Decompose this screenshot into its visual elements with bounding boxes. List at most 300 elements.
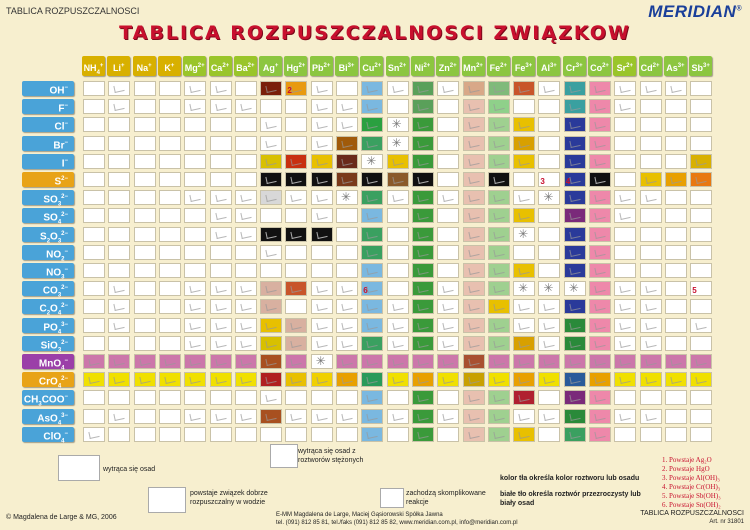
grid-cell: [488, 354, 510, 369]
brand-name: MERIDIAN: [648, 2, 737, 21]
grid-cell: [640, 190, 662, 205]
grid-cell: [412, 136, 434, 151]
grid-cell: [614, 81, 636, 96]
grid-cell: [311, 208, 333, 223]
grid-cell: [336, 81, 358, 96]
grid-cell: [311, 136, 333, 151]
grid-cell: [285, 409, 307, 424]
grid-cell: [134, 281, 156, 296]
grid-cell: [285, 427, 307, 442]
grid-cell: [134, 227, 156, 242]
anion-i: [22, 154, 74, 169]
grid-cell: [614, 372, 636, 387]
grid-cell: [463, 154, 485, 169]
grid-cell: [589, 245, 611, 260]
grid-cell: [361, 172, 383, 187]
grid-cell: [589, 208, 611, 223]
grid-cell: [387, 99, 409, 114]
grid-cell: [336, 136, 358, 151]
anion-charge: −: [64, 139, 68, 146]
top-label: TABLICA ROZPUSZCZALNOSCI: [6, 6, 140, 16]
grid-cell: [159, 336, 181, 351]
anion-subscript: 3: [38, 401, 42, 408]
grid-cell: [184, 409, 206, 424]
anion-charge: −: [64, 85, 68, 91]
anion-charge: 2−: [61, 212, 68, 219]
cation-charge: 2+: [476, 63, 483, 69]
grid-cell: [589, 136, 611, 151]
grid-cell: [285, 154, 307, 169]
cation-subscript: 4: [96, 69, 100, 76]
grid-cell: [285, 136, 307, 151]
grid-cell: [538, 318, 560, 333]
cation-label: Cd: [640, 63, 653, 73]
grid-cell: [83, 99, 105, 114]
grid-cell: [437, 427, 459, 442]
grid-cell: [159, 281, 181, 296]
grid-cell: [134, 336, 156, 351]
cation-al-3p: [537, 56, 560, 76]
grid-cell: [108, 154, 130, 169]
grid-cell: [690, 299, 712, 314]
grid-cell: [513, 354, 535, 369]
grid-cell: [665, 281, 687, 296]
grid-cell: [311, 245, 333, 260]
anion-label: Br: [53, 139, 65, 151]
grid-cell: [184, 299, 206, 314]
grid-cell: [260, 190, 282, 205]
anion-cro4: [22, 372, 74, 390]
grid-cell: [564, 136, 586, 151]
grid-cell: [488, 299, 510, 314]
grid-cell: [235, 281, 257, 296]
anion-subscript: 4: [57, 419, 62, 426]
grid-cell: [488, 117, 510, 132]
grid-cell: [589, 281, 611, 296]
grid-cell: [134, 99, 156, 114]
grid-cell: [589, 427, 611, 442]
grid-cell: [361, 263, 383, 278]
grid-cell: [488, 136, 510, 151]
grid-cell: [361, 99, 383, 114]
cation-charge: 3+: [677, 63, 685, 69]
anion-label: C: [39, 303, 47, 315]
grid-cell: [614, 136, 636, 151]
grid-cell: [538, 372, 560, 387]
grid-cell: [361, 154, 383, 169]
grid-cell: [361, 81, 383, 96]
cation-charge: 3+: [525, 63, 533, 69]
grid-cell: [387, 318, 409, 333]
grid-cell: [311, 81, 333, 96]
grid-cell: [260, 372, 282, 387]
grid-cell: [285, 354, 307, 369]
cation-label: Cu: [362, 63, 375, 73]
grid-cell: [108, 136, 130, 151]
grid-cell: [387, 136, 409, 151]
grid-cell: [538, 227, 560, 242]
cation-as-3p: [664, 56, 687, 76]
grid-cell: [665, 117, 687, 132]
grid-cell: [538, 117, 560, 132]
grid-cell: [640, 372, 662, 387]
grid-cell: [614, 117, 636, 132]
anion-charge: 2−: [61, 339, 68, 346]
grid-cell: [260, 208, 282, 223]
grid-cell: [159, 409, 181, 424]
grid-cell: [538, 263, 560, 278]
grid-cell: [640, 318, 662, 333]
grid-cell: [564, 81, 586, 96]
grid-cell: [437, 81, 459, 96]
grid-cell: [260, 263, 282, 278]
legend-color-note-2: białe tło określa roztwór przezroczysty lub biały osad: [500, 491, 641, 507]
grid-cell: [210, 390, 232, 405]
grid-cell: [538, 336, 560, 351]
grid-cell: [210, 245, 232, 260]
grid-cell: [108, 245, 130, 260]
grid-cell: [285, 263, 307, 278]
grid-cell: [184, 190, 206, 205]
grid-cell: [412, 299, 434, 314]
grid-cell: [184, 99, 206, 114]
grid-cell: [412, 318, 434, 333]
grid-cell: [614, 318, 636, 333]
cation-charge: 2+: [298, 63, 306, 69]
grid-cell: [134, 208, 156, 223]
grid-cell: [589, 409, 611, 424]
anion-label: F: [58, 103, 65, 115]
grid-cell: [336, 245, 358, 260]
grid-cell: [336, 318, 358, 333]
cation-ca-2p: [209, 56, 232, 76]
grid-cell: [589, 117, 611, 132]
grid-cell: [614, 245, 636, 260]
grid-cell: [564, 390, 586, 405]
grid-cell: [513, 409, 535, 424]
cation-label: Ba: [236, 63, 248, 73]
grid-cell: [361, 318, 383, 333]
grid-cell: [513, 281, 535, 296]
grid-cell: [538, 190, 560, 205]
grid-cell: [387, 372, 409, 387]
grid-cell: [108, 299, 130, 314]
grid-cell: [285, 318, 307, 333]
grid-cell: [564, 154, 586, 169]
grid-cell: [412, 208, 434, 223]
anion-charge: 2−: [61, 194, 68, 201]
grid-cell: [589, 190, 611, 205]
cation-label: Sb: [691, 63, 704, 73]
grid-cell: [690, 117, 712, 132]
anion-charge: 2−: [61, 230, 68, 237]
grid-cell: [387, 281, 409, 296]
grid-cell: [589, 99, 611, 114]
grid-cell: [108, 99, 130, 114]
grid-cell: [83, 299, 105, 314]
anion-charge: 2−: [61, 285, 68, 292]
cation-label: Mn: [463, 63, 477, 73]
grid-cell: [690, 81, 712, 96]
grid-cell: [311, 390, 333, 405]
legend-color-note-1: kolor tła określa kolor roztworu lub osadu: [500, 475, 640, 482]
grid-cell: [285, 227, 307, 242]
grid-cell: [513, 245, 535, 260]
grid-cell: [361, 299, 383, 314]
grid-cell: [361, 117, 383, 132]
cation-label: Al: [540, 63, 550, 73]
grid-cell: [412, 172, 434, 187]
grid-cell: [589, 354, 611, 369]
cation-label: Mg: [184, 63, 198, 73]
grid-cell: [437, 172, 459, 187]
grid-cell: [184, 208, 206, 223]
footnote-marker: 2: [287, 86, 292, 95]
grid-cell: [311, 354, 333, 369]
grid-cell: [260, 117, 282, 132]
cation-label: Fe: [514, 63, 526, 73]
grid-cell: [210, 318, 232, 333]
footnote-marker: 4: [565, 177, 571, 186]
grid-cell: [159, 427, 181, 442]
anion-subscript: 3: [57, 347, 62, 354]
grid-cell: [488, 172, 510, 187]
legend-precip-swatch: [58, 455, 100, 481]
grid-cell: [108, 281, 130, 296]
grid-cell: [538, 427, 560, 442]
grid-cell: [235, 117, 257, 132]
grid-cell: [285, 281, 307, 296]
cation-label: Bi: [338, 63, 348, 73]
grid-cell: [235, 208, 257, 223]
grid-cell: [488, 81, 510, 96]
grid-cell: [589, 263, 611, 278]
grid-cell: [336, 281, 358, 296]
grid-cell: [463, 390, 485, 405]
grid-cell: [538, 136, 560, 151]
footnote-marker: 3: [540, 177, 545, 186]
grid-cell: [690, 318, 712, 333]
anion-br: [22, 136, 74, 151]
grid-cell: [665, 154, 687, 169]
grid-cell: [210, 172, 232, 187]
grid-cell: [614, 227, 636, 242]
grid-cell: [83, 336, 105, 351]
grid-cell: [463, 99, 485, 114]
grid-cell: [437, 372, 459, 387]
grid-cell: [260, 227, 282, 242]
brand-logo: [648, 2, 742, 22]
grid-cell: [640, 336, 662, 351]
grid-cell: [336, 190, 358, 205]
grid-cell: [134, 372, 156, 387]
grid-cell: [640, 299, 662, 314]
anion-ch3coo: [22, 390, 74, 408]
anion-label: S: [54, 176, 62, 188]
grid-cell: [387, 409, 409, 424]
grid-cell: [665, 172, 687, 187]
grid-cell: [159, 190, 181, 205]
grid-cell: [285, 299, 307, 314]
anion-label: CrO: [38, 376, 58, 388]
grid-cell: [285, 117, 307, 132]
grid-cell: [437, 227, 459, 242]
grid-cell: [184, 318, 206, 333]
grid-cell: [260, 154, 282, 169]
grid-cell: [134, 263, 156, 278]
grid-cell: [184, 81, 206, 96]
anion-charge: 3−: [61, 321, 68, 328]
grid-cell: [412, 81, 434, 96]
footnote-line: 1. Powstaje Ag₂O: [662, 456, 712, 464]
grid-cell: [184, 263, 206, 278]
cation-charge: 3+: [347, 63, 355, 69]
grid-cell: [564, 117, 586, 132]
grid-cell: [285, 208, 307, 223]
grid-cell: [665, 208, 687, 223]
grid-cell: [690, 372, 712, 387]
grid-cell: [134, 409, 156, 424]
grid-cell: [336, 99, 358, 114]
grid-cell: [538, 390, 560, 405]
grid-cell: [488, 427, 510, 442]
anion-charge: −: [64, 103, 68, 110]
grid-cell: [437, 299, 459, 314]
cation-label: Co: [590, 63, 603, 73]
grid-cell: [614, 409, 636, 424]
grid-cell: [538, 409, 560, 424]
grid-cell: [184, 390, 206, 405]
grid-cell: [589, 318, 611, 333]
grid-cell: [665, 318, 687, 333]
grid-cell: [387, 208, 409, 223]
cation-label: As: [666, 63, 678, 73]
grid-cell: [488, 390, 510, 405]
grid-cell: [210, 81, 232, 96]
anion-label: SO: [43, 212, 58, 224]
anion-charge: 3−: [61, 412, 68, 419]
grid-cell: [690, 136, 712, 151]
grid-cell: [361, 136, 383, 151]
grid-cell: [235, 245, 257, 260]
grid-cell: [108, 190, 130, 205]
grid-cell: [159, 172, 181, 187]
grid-cell: [665, 372, 687, 387]
grid-cell: [260, 390, 282, 405]
grid-cell: [260, 318, 282, 333]
cation-cr-3p: [563, 56, 586, 76]
grid-cell: [336, 172, 358, 187]
anion-charge: −: [64, 248, 68, 255]
grid-cell: [463, 354, 485, 369]
grid-cell: [640, 99, 662, 114]
grid-cell: [488, 372, 510, 387]
anion-no2: [22, 245, 74, 263]
grid-cell: [260, 281, 282, 296]
grid-cell: [640, 154, 662, 169]
grid-cell: [437, 354, 459, 369]
grid-cell: [311, 336, 333, 351]
grid-cell: [412, 99, 434, 114]
grid-cell: [614, 172, 636, 187]
cation-nh-p: [82, 56, 105, 76]
grid-cell: [690, 409, 712, 424]
cation-ba-2p: [234, 56, 257, 76]
grid-cell: [210, 117, 232, 132]
anion-so4: [22, 208, 74, 226]
grid-cell: [640, 427, 662, 442]
footnote-line: 2. Powstaje HgO: [662, 465, 710, 473]
anion-mno4: [22, 354, 74, 372]
grid-cell: [336, 208, 358, 223]
grid-cell: [336, 336, 358, 351]
grid-cell: [640, 245, 662, 260]
anion-label: SiO: [40, 340, 58, 352]
grid-cell: [640, 263, 662, 278]
grid-cell: [210, 136, 232, 151]
cation-mn-2p: [462, 56, 485, 76]
grid-cell: [538, 99, 560, 114]
anion-label-2: O: [50, 230, 58, 242]
grid-cell: [513, 318, 535, 333]
grid-cell: [83, 281, 105, 296]
grid-cell: [387, 354, 409, 369]
grid-cell: [134, 245, 156, 260]
grid-cell: [564, 208, 586, 223]
grid-cell: [361, 372, 383, 387]
cation-charge: +: [148, 63, 152, 69]
grid-cell: [134, 299, 156, 314]
cation-charge: 2+: [652, 63, 660, 69]
grid-cell: [564, 190, 586, 205]
anion-clo4: [22, 427, 74, 445]
grid-cell: [690, 172, 712, 187]
grid-cell: [210, 99, 232, 114]
grid-cell: [614, 336, 636, 351]
grid-cell: [437, 190, 459, 205]
grid-cell: [665, 427, 687, 442]
grid-cell: [665, 299, 687, 314]
cation-charge: 3+: [703, 63, 710, 69]
grid-cell: [311, 190, 333, 205]
grid-cell: [513, 154, 535, 169]
grid-cell: [260, 409, 282, 424]
grid-cell: [690, 154, 712, 169]
grid-cell: [513, 227, 535, 242]
anion-label: CO: [42, 285, 58, 297]
grid-cell: [260, 136, 282, 151]
grid-cell: [387, 299, 409, 314]
grid-cell: [640, 208, 662, 223]
grid-cell: [488, 281, 510, 296]
anion-subscript: 2: [61, 256, 65, 263]
grid-cell: [589, 227, 611, 242]
grid-cell: [108, 409, 130, 424]
grid-cell: [184, 281, 206, 296]
anion-label: SO: [43, 194, 58, 206]
grid-cell: [665, 190, 687, 205]
anion-label: I: [61, 158, 65, 170]
grid-cell: [311, 281, 333, 296]
anion-subscript: 4: [61, 365, 65, 372]
grid-cell: [463, 208, 485, 223]
grid-cell: [437, 409, 459, 424]
grid-cell: [311, 99, 333, 114]
grid-cell: [690, 245, 712, 260]
grid-cell: [83, 81, 105, 96]
grid-cell: [387, 154, 409, 169]
grid-cell: [336, 409, 358, 424]
